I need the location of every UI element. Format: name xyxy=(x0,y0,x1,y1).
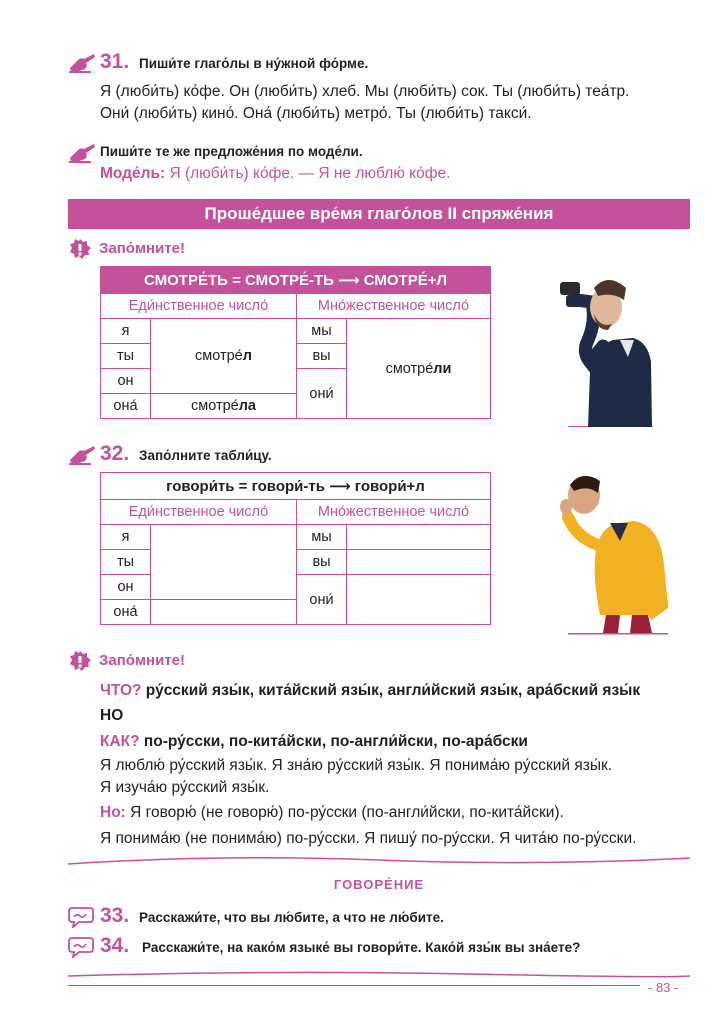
blank-cell-oni[interactable] xyxy=(347,575,491,625)
exercise-31-number: 31. xyxy=(100,50,130,73)
no-label: Но: xyxy=(100,804,126,821)
how-label: КАК? xyxy=(100,733,140,750)
model-text: Я (люби́ть) ко́фе. — Я не люблю́ ко́фе. xyxy=(165,165,451,182)
blank-cell-masculine[interactable] xyxy=(151,525,297,600)
conjugation-table-govorit xyxy=(100,472,491,625)
exercise-34-title: Расскажи́те, на како́м языке́ вы говори́те. Како́й язы́к вы зна́ете? xyxy=(142,940,581,955)
exclamation-icon xyxy=(68,650,92,672)
page-number: - 83 - xyxy=(648,980,679,995)
table-1-singular-header: Еди́нственное число́ xyxy=(101,294,297,319)
pronoun-vy: вы xyxy=(297,344,347,369)
form-feminine: смотре́ла xyxy=(151,394,297,419)
what-text: ру́сский язы́к, кита́йский язы́к, англи́йский язы́к, ара́бский язы́к xyxy=(141,682,641,699)
what-line xyxy=(100,679,640,703)
exercise-31-line-2: Они́ (люби́ть) кино́. Она́ (люби́ть) метро́. Ты (люби́ть) такси́. xyxy=(100,105,532,122)
writing-hand-icon xyxy=(68,142,96,164)
exercise-32-title: Запо́лните табли́цу. xyxy=(139,448,272,463)
pronoun-oni: они́ xyxy=(297,575,347,625)
exercise-32-number: 32. xyxy=(100,442,130,465)
pronoun-vy: вы xyxy=(297,550,347,575)
exclamation-icon xyxy=(68,238,92,260)
speech-bubble-icon xyxy=(68,906,94,928)
conjugation-table-smotret xyxy=(100,266,491,419)
form-plural: смотре́ли xyxy=(347,319,491,419)
model-label: Моде́ль: xyxy=(100,165,166,182)
blank-cell-my[interactable] xyxy=(347,525,491,550)
table-2-plural-header: Мно́жественное число́ xyxy=(297,500,491,525)
pronoun-ty: ты xyxy=(101,550,151,575)
blank-cell-feminine[interactable] xyxy=(151,600,297,625)
pronoun-ona: она́ xyxy=(101,394,151,419)
pronoun-my: мы xyxy=(297,319,347,344)
remember-label: Запо́мните! xyxy=(99,652,186,669)
writing-hand-icon xyxy=(68,52,96,74)
lang-line-3 xyxy=(100,802,564,824)
exercise-31-task-2-title: Пиши́те те же предложе́ния по моде́ли. xyxy=(100,144,363,159)
exercise-33-number: 33. xyxy=(100,904,130,927)
speaking-heading: ГОВОРЕ́НИЕ xyxy=(333,877,425,892)
table-1-plural-header: Мно́жественное число́ xyxy=(297,294,491,319)
model-line xyxy=(100,163,450,185)
lang-line-2: Я изуча́ю ру́сский язы́к. xyxy=(100,779,270,796)
exercise-31-line-1: Я (люби́ть) ко́фе. Он (люби́ть) хлеб. Мы (люби́ть) сок. Ты (люби́ть) теа́тр. xyxy=(100,83,630,100)
table-1-header: СМОТРЕ́ТЬ = СМОТРЕ́-ТЬ ⟶ СМОТРЕ́+Л xyxy=(101,267,491,294)
lang-line-3-text: Я говорю́ (не говорю́) по-ру́сски (по-англи́йски, по-кита́йски). xyxy=(125,804,564,821)
exercise-33-title: Расскажи́те, что вы лю́бите, а что не лю́бите. xyxy=(139,910,444,925)
table-2-singular-header: Еди́нственное число́ xyxy=(101,500,297,525)
exercise-34-number: 34. xyxy=(100,934,130,957)
pronoun-ty: ты xyxy=(101,344,151,369)
how-text: по-ру́сски, по-кита́йски, по-англи́йски, по-ара́бски xyxy=(139,733,528,750)
pronoun-oni: они́ xyxy=(297,369,347,419)
footer-line xyxy=(68,985,640,986)
but-label: НО xyxy=(100,707,124,724)
section-banner: Проше́дшее вре́мя глаго́лов II спряже́ния xyxy=(68,199,690,229)
wavy-divider xyxy=(68,854,690,868)
remember-label: Запо́мните! xyxy=(99,240,186,257)
man-with-binoculars-photo xyxy=(548,262,678,427)
lang-line-1: Я люблю́ ру́сский язы́к. Я зна́ю ру́сский язы́к. Я понима́ю ру́сский язы́к. xyxy=(100,757,613,774)
man-shouting-photo xyxy=(548,465,678,635)
blank-cell-vy[interactable] xyxy=(347,550,491,575)
how-line xyxy=(100,730,528,754)
pronoun-my: мы xyxy=(297,525,347,550)
lang-line-4: Я понима́ю (не понима́ю) по-ру́сски. Я пишу́ по-ру́сски. Я чита́ю по-ру́сски. xyxy=(100,830,637,847)
pronoun-on: он xyxy=(101,575,151,600)
form-masculine: смотре́л xyxy=(151,319,297,394)
pronoun-ya: я xyxy=(101,319,151,344)
writing-hand-icon xyxy=(68,444,96,466)
speech-bubble-icon xyxy=(68,936,94,958)
pronoun-on: он xyxy=(101,369,151,394)
exercise-31-title: Пиши́те глаго́лы в ну́жной фо́рме. xyxy=(139,56,369,71)
footer-wavy-line xyxy=(68,968,690,982)
what-label: ЧТО? xyxy=(100,682,142,699)
pronoun-ya: я xyxy=(101,525,151,550)
pronoun-ona: она́ xyxy=(101,600,151,625)
table-2-header: говори́ть = говори́-ть ⟶ говори́+л xyxy=(101,473,491,500)
